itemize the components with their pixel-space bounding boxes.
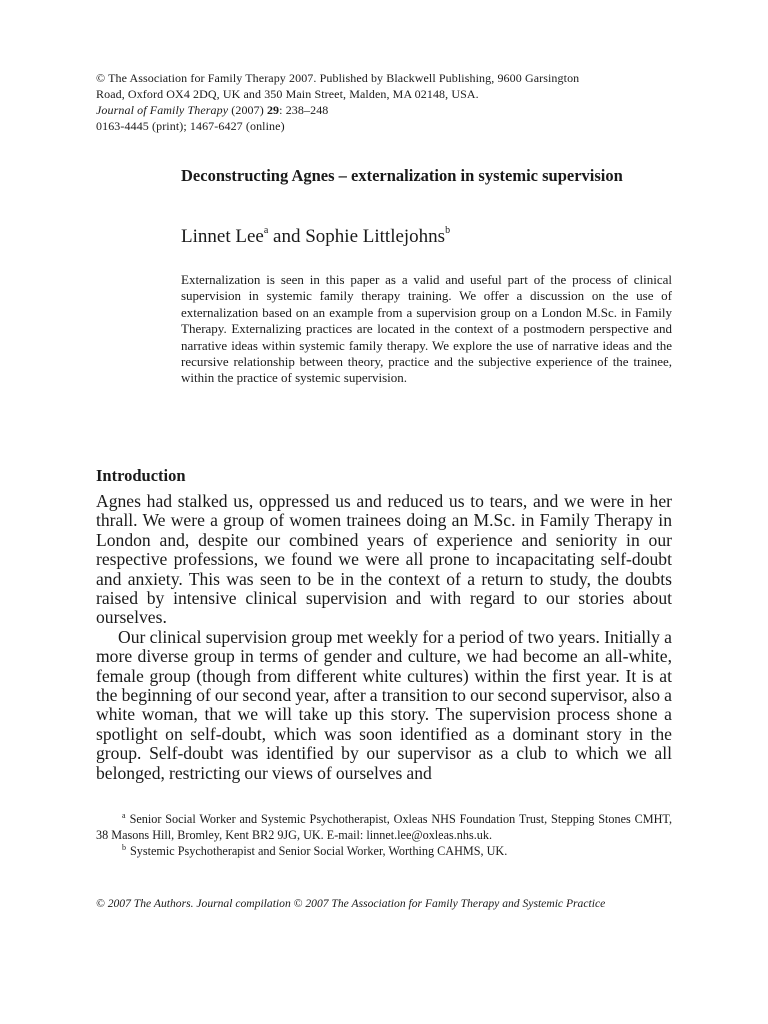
footnote (96, 843, 672, 859)
body-text (96, 492, 672, 783)
journal-year: (2007) (228, 103, 267, 117)
publication-info (96, 70, 676, 134)
footnotes (96, 811, 672, 860)
author-name: Linnet Lee (181, 226, 264, 247)
author-name: Sophie Littlejohns (305, 226, 446, 247)
journal-volume: 29 (266, 103, 280, 117)
abstract: Externalization is seen in this paper as a valid and useful part of the process of clinical supervision in systemic family therapy training. We offer a discussion on the use of externalization based on an example from a supervision group on a London M.Sc. in Family Therapy. Externalizing practices are located in the context of a postmodern perspective and narrative ideas within systemic family therapy. We explore the use of narrative ideas and the recursive relationship between theory, practice and the subjective experience of the trainee, within the practice of systemic supervision. (181, 272, 672, 386)
publisher-address: Road, Oxford OX4 2DQ, UK and 350 Main Street, Malden, MA 02148, USA. (96, 87, 479, 101)
footnote-mark: b (122, 843, 126, 853)
affiliation-mark: b (445, 225, 451, 236)
footnote-text: Senior Social Worker and Systemic Psychotherapist, Oxleas NHS Foundation Trust, Stepping Stones CMHT, 38 Masons Hill, Bromley, Kent BR2 9JG, UK. E-mail: linnet.lee@oxleas.nhs.uk. (96, 812, 672, 843)
author-separator: and (268, 226, 306, 247)
paragraph: Our clinical supervision group met weekly for a period of two years. Initially a more diverse group in terms of gender and culture, we had become an all-white, female group (though from different white cultures) within the first year. It is at the beginning of our second year, after a transition to our second supervisor, also a white woman, that we will take up this story. The supervision process shone a spotlight on self-doubt, which was soon identified as a dominant story in the group. Self-doubt was identified by our supervisor as a club to which we all belonged, restricting our views of ourselves and (96, 626, 672, 783)
footnote-mark: a (122, 811, 126, 820)
footnote-text: Systemic Psychotherapist and Senior Social Worker, Worthing CAHMS, UK. (130, 844, 508, 859)
page-footer: © 2007 The Authors. Journal compilation © 2007 The Association for Family Therapy and Systemic Practice (96, 897, 606, 910)
article-title: Deconstructing Agnes – externalization in systemic supervision (181, 166, 623, 185)
journal-pages: : 238–248 (279, 103, 329, 117)
affiliation-mark: a (263, 225, 269, 236)
section-heading: Introduction (96, 466, 186, 485)
journal-citation (96, 102, 676, 118)
footnote (96, 811, 672, 843)
issn: 0163-4445 (print); 1467-6427 (online) (96, 119, 285, 133)
author-list (181, 225, 450, 249)
copyright-line: © The Association for Family Therapy 2007. Published by Blackwell Publishing, 9600 Garsington (96, 71, 580, 85)
paragraph: Agnes had stalked us, oppressed us and reduced us to tears, and we were in her thrall. We were a group of women trainees doing an M.Sc. in Family Therapy in London and, despite our combined years of experience and seniority in our respective professions, we found we were all prone to incapacitating self-doubt and anxiety. This was seen to be in the context of a return to study, the doubts raised by intensive clinical supervision and with regard to our stories about ourselves. (96, 491, 672, 628)
journal-name: Journal of Family Therapy (96, 103, 229, 117)
